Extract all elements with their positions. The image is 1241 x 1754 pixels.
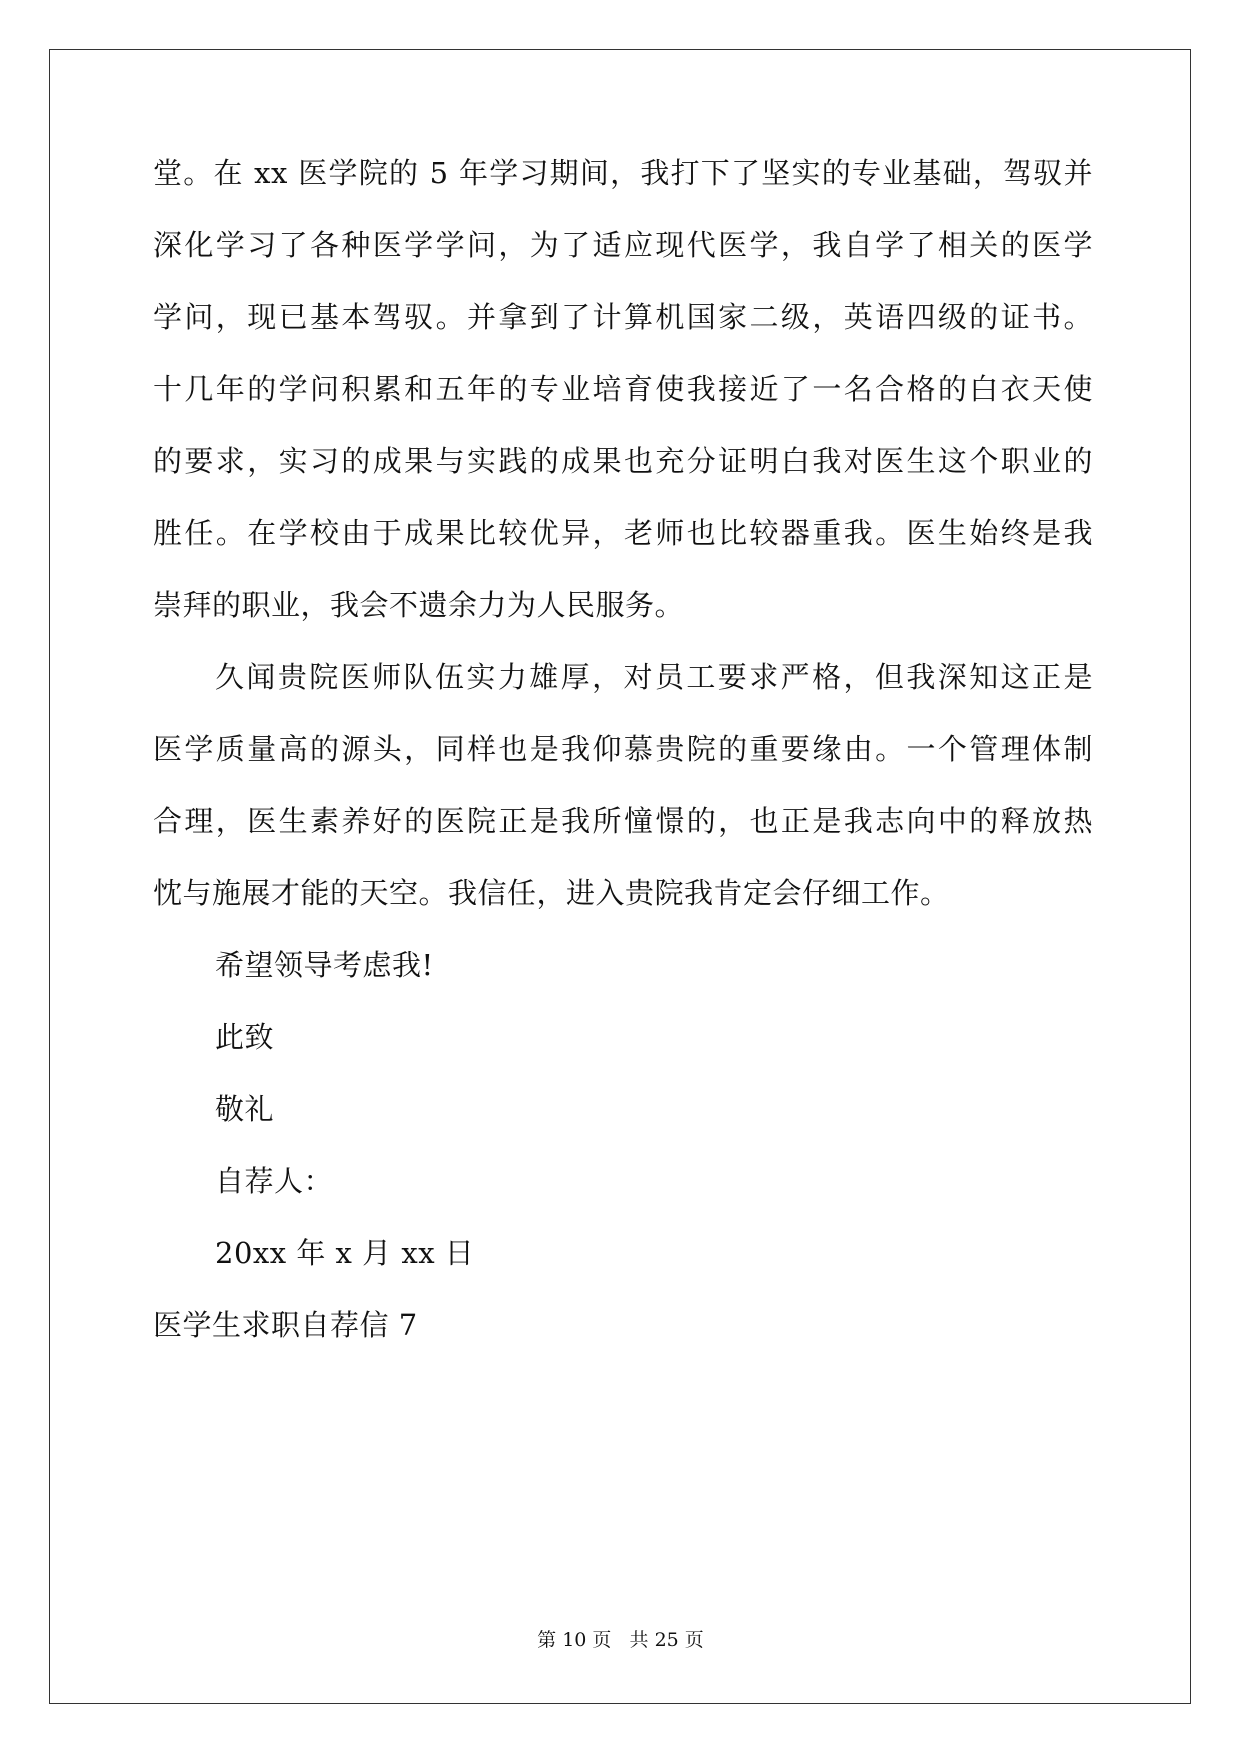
paragraph-line: 十几年的学问积累和五年的专业培育使我接近了一名合格的白衣天使	[153, 372, 1093, 406]
paragraph-line: 医学质量高的源头，同样也是我仰慕贵院的重要缘由。一个管理体制	[153, 732, 1093, 766]
paragraph-line: 的要求，实习的成果与实践的成果也充分证明白我对医生这个职业的	[153, 444, 1093, 478]
letter-date: 20xx 年 x 月 xx 日	[215, 1236, 475, 1270]
paragraph-line: 堂。在 xx 医学院的 5 年学习期间，我打下了坚实的专业基础，驾驭并	[153, 156, 1093, 190]
paragraph-line: 崇拜的职业，我会不遗余力为人民服务。	[153, 588, 685, 622]
next-section-title: 医学生求职自荐信 7	[153, 1308, 418, 1342]
closing-regards: 此致	[215, 1020, 275, 1054]
signer-label: 自荐人：	[215, 1164, 334, 1198]
paragraph-line: 学问，现已基本驾驭。并拿到了计算机国家二级，英语四级的证书。	[153, 300, 1093, 334]
paragraph-line: 胜任。在学校由于成果比较优异，老师也比较器重我。医生始终是我	[153, 516, 1093, 550]
paragraph-line: 深化学习了各种医学学问，为了适应现代医学，我自学了相关的医学	[153, 228, 1093, 262]
paragraph-line: 忱与施展才能的天空。我信任，进入贵院我肯定会仔细工作。	[153, 876, 950, 910]
closing-hope: 希望领导考虑我!	[215, 948, 434, 982]
page-number-footer: 第 10 页 共 25 页	[537, 1629, 704, 1651]
closing-salute: 敬礼	[215, 1092, 275, 1126]
paragraph-line: 久闻贵院医师队伍实力雄厚，对员工要求严格，但我深知这正是	[215, 660, 1093, 694]
paragraph-line: 合理，医生素养好的医院正是我所憧憬的，也正是我志向中的释放热	[153, 804, 1093, 838]
